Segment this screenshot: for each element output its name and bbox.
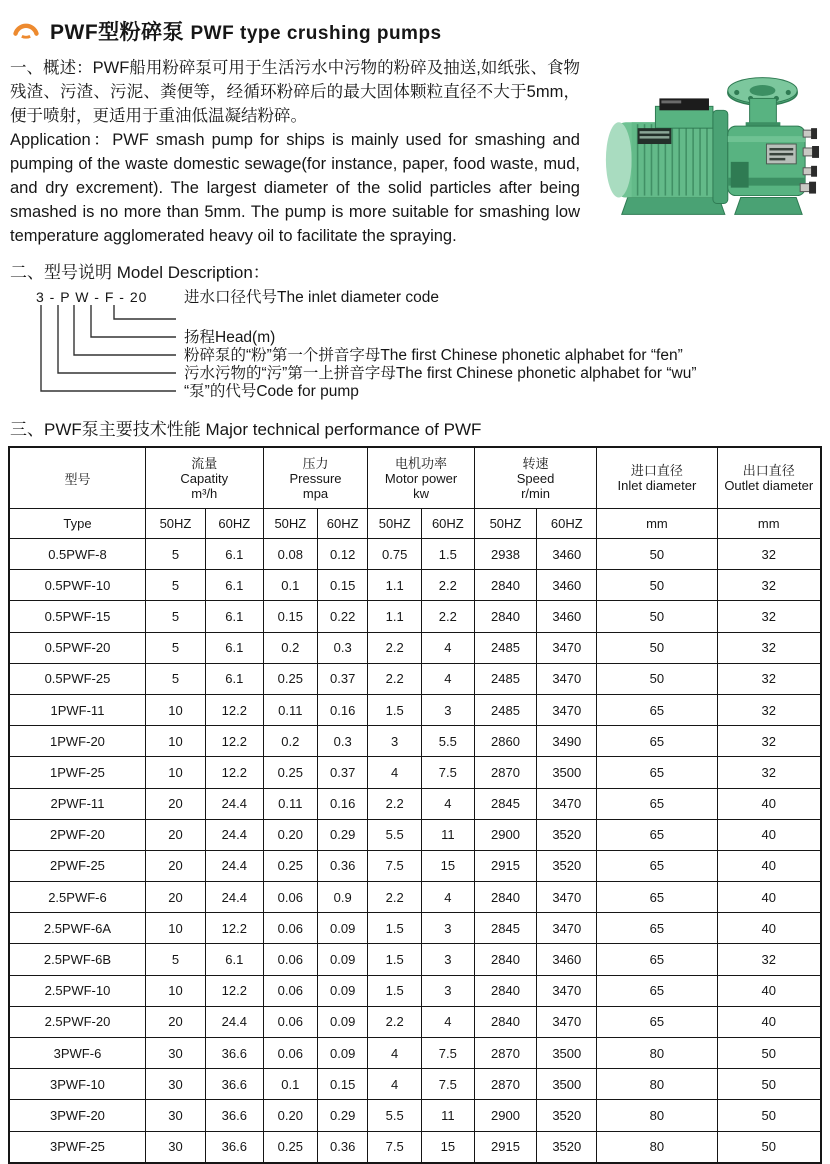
value-cell: 0.15: [263, 601, 317, 632]
value-cell: 5: [145, 539, 205, 570]
value-cell: 3470: [537, 788, 597, 819]
value-cell: 0.06: [263, 1006, 317, 1037]
value-cell: 3: [421, 944, 474, 975]
value-cell: 3470: [537, 975, 597, 1006]
value-cell: 24.4: [206, 819, 264, 850]
value-cell: 5: [145, 570, 205, 601]
value-cell: 32: [717, 663, 821, 694]
value-cell: 40: [717, 882, 821, 913]
value-cell: 4: [368, 757, 422, 788]
header-speed-unit: r/min: [521, 485, 550, 501]
value-cell: 0.06: [263, 944, 317, 975]
table-row: [9, 1038, 821, 1069]
value-cell: 0.09: [318, 1038, 368, 1069]
value-cell: 0.12: [318, 539, 368, 570]
table-row: [9, 913, 821, 944]
value-cell: 10: [145, 757, 205, 788]
table-header-sub-row: [9, 509, 821, 539]
value-cell: 50: [597, 570, 717, 601]
value-cell: 2840: [474, 570, 537, 601]
value-cell: 0.16: [318, 788, 368, 819]
value-cell: 2485: [474, 694, 537, 725]
value-cell: 80: [597, 1100, 717, 1131]
value-cell: 0.9: [318, 882, 368, 913]
table-row: [9, 539, 821, 570]
subheader-power-60hz: 60HZ: [421, 509, 474, 539]
value-cell: 15: [421, 850, 474, 881]
value-cell: 2870: [474, 757, 537, 788]
value-cell: 3460: [537, 944, 597, 975]
value-cell: 4: [421, 1006, 474, 1037]
table-row: [9, 757, 821, 788]
value-cell: 0.25: [263, 850, 317, 881]
value-cell: 0.16: [318, 694, 368, 725]
value-cell: 0.37: [318, 663, 368, 694]
model-cell: 0.5PWF-25: [9, 663, 145, 694]
value-cell: 65: [597, 944, 717, 975]
value-cell: 2840: [474, 944, 537, 975]
value-cell: 1.5: [421, 539, 474, 570]
value-cell: 3: [421, 975, 474, 1006]
value-cell: 0.11: [263, 788, 317, 819]
table-row: [9, 601, 821, 632]
value-cell: 32: [717, 726, 821, 757]
value-cell: 5.5: [368, 819, 422, 850]
table-row: [9, 850, 821, 881]
page-title-en: PWF type crushing pumps: [190, 23, 442, 44]
value-cell: 24.4: [206, 882, 264, 913]
header-outlet: [717, 447, 821, 509]
header-motor-power-zh: 电机功率: [395, 455, 448, 471]
value-cell: 3470: [537, 882, 597, 913]
value-cell: 4: [421, 882, 474, 913]
value-cell: 2.2: [368, 1006, 422, 1037]
value-cell: 65: [597, 757, 717, 788]
value-cell: 0.1: [263, 1069, 317, 1100]
value-cell: 3500: [537, 757, 597, 788]
value-cell: 36.6: [206, 1069, 264, 1100]
subheader-outlet-mm: mm: [717, 509, 821, 539]
value-cell: 40: [717, 913, 821, 944]
model-cell: 2.5PWF-20: [9, 1006, 145, 1037]
value-cell: 12.2: [206, 975, 264, 1006]
model-cell: 0.5PWF-15: [9, 601, 145, 632]
value-cell: 50: [717, 1131, 821, 1163]
header-capacity-en: Capatity: [180, 470, 229, 486]
subheader-speed-50hz: 50HZ: [474, 509, 537, 539]
value-cell: 5.5: [368, 1100, 422, 1131]
value-cell: 24.4: [206, 1006, 264, 1037]
subheader-speed-60hz: 60HZ: [537, 509, 597, 539]
value-cell: 2.2: [421, 601, 474, 632]
value-cell: 3520: [537, 819, 597, 850]
value-cell: 65: [597, 975, 717, 1006]
value-cell: 4: [368, 1038, 422, 1069]
value-cell: 2915: [474, 1131, 537, 1163]
model-cell: 3PWF-25: [9, 1131, 145, 1163]
value-cell: 50: [597, 539, 717, 570]
value-cell: 40: [717, 819, 821, 850]
value-cell: 2915: [474, 850, 537, 881]
value-cell: 3520: [537, 850, 597, 881]
value-cell: 0.22: [318, 601, 368, 632]
value-cell: 0.09: [318, 944, 368, 975]
value-cell: 0.2: [263, 726, 317, 757]
model-description-heading: 二、型号说明 Model Description：: [10, 263, 270, 282]
value-cell: 50: [717, 1100, 821, 1131]
value-cell: 4: [368, 1069, 422, 1100]
value-cell: 4: [421, 788, 474, 819]
model-code-diagram: [36, 289, 822, 405]
header-speed: [474, 447, 597, 509]
value-cell: 3470: [537, 694, 597, 725]
value-cell: 3470: [537, 913, 597, 944]
value-cell: 10: [145, 913, 205, 944]
model-cell: 2.5PWF-6: [9, 882, 145, 913]
subheader-pres-50hz: 50HZ: [263, 509, 317, 539]
value-cell: 7.5: [421, 1069, 474, 1100]
value-cell: 80: [597, 1131, 717, 1163]
value-cell: 0.15: [318, 1069, 368, 1100]
value-cell: 65: [597, 788, 717, 819]
model-cell: 1PWF-25: [9, 757, 145, 788]
value-cell: 1.5: [368, 944, 422, 975]
table-row: [9, 663, 821, 694]
value-cell: 3470: [537, 663, 597, 694]
value-cell: 0.36: [318, 1131, 368, 1163]
model-cell: 2PWF-25: [9, 850, 145, 881]
table-header-group-row: [9, 447, 821, 509]
value-cell: 2.2: [368, 663, 422, 694]
value-cell: 30: [145, 1131, 205, 1163]
value-cell: 5: [145, 663, 205, 694]
value-cell: 32: [717, 944, 821, 975]
header-capacity-zh: 流量: [191, 455, 218, 471]
value-cell: 32: [717, 694, 821, 725]
value-cell: 0.1: [263, 570, 317, 601]
value-cell: 6.1: [206, 539, 264, 570]
value-cell: 4: [421, 632, 474, 663]
value-cell: 40: [717, 850, 821, 881]
header-capacity: [145, 447, 263, 509]
value-cell: 5: [145, 944, 205, 975]
value-cell: 32: [717, 632, 821, 663]
value-cell: 65: [597, 913, 717, 944]
value-cell: 0.06: [263, 913, 317, 944]
value-cell: 3: [421, 694, 474, 725]
table-row: [9, 882, 821, 913]
value-cell: 6.1: [206, 944, 264, 975]
value-cell: 40: [717, 975, 821, 1006]
value-cell: 2860: [474, 726, 537, 757]
value-cell: 5.5: [421, 726, 474, 757]
value-cell: 3490: [537, 726, 597, 757]
value-cell: 2.2: [368, 882, 422, 913]
model-cell: 3PWF-6: [9, 1038, 145, 1069]
value-cell: 32: [717, 539, 821, 570]
value-cell: 20: [145, 788, 205, 819]
value-cell: 12.2: [206, 757, 264, 788]
header-motor-power-en: Motor power: [384, 470, 458, 486]
value-cell: 2.2: [368, 632, 422, 663]
header-motor-power-unit: kw: [413, 485, 429, 501]
value-cell: 6.1: [206, 601, 264, 632]
value-cell: 2485: [474, 632, 537, 663]
header-pressure-en: Pressure: [289, 470, 342, 486]
model-label-wu: 污水污物的“污”第一上拼音字母The first Chinese phonetic alphabet for “wu”: [184, 365, 697, 382]
table-row: [9, 1069, 821, 1100]
value-cell: 3460: [537, 539, 597, 570]
value-cell: 3: [421, 913, 474, 944]
table-row: [9, 1006, 821, 1037]
page-header: [12, 16, 822, 46]
value-cell: 0.08: [263, 539, 317, 570]
model-label-fen: 粉碎泵的“粉”第一个拼音字母The first Chinese phonetic alphabet for “fen”: [184, 347, 683, 364]
value-cell: 3460: [537, 570, 597, 601]
value-cell: 6.1: [206, 570, 264, 601]
model-cell: 3PWF-10: [9, 1069, 145, 1100]
value-cell: 10: [145, 694, 205, 725]
value-cell: 3: [368, 726, 422, 757]
value-cell: 4: [421, 663, 474, 694]
overview-paragraph-en: Application：PWF smash pump for ships is mainly used for smashing and pumping of the waste domestic sewage(for instance, paper, food waste, mud, and dry excrement). The largest diameter of the solid particles after being smashed is no more than 5mm. The pump is more suitable for smashing low temperature agglomerated heavy oil to facilitate the spraying.: [10, 131, 580, 245]
value-cell: 0.06: [263, 975, 317, 1006]
value-cell: 2845: [474, 913, 537, 944]
value-cell: 1.5: [368, 694, 422, 725]
value-cell: 7.5: [421, 1038, 474, 1069]
page-title: [50, 16, 442, 46]
value-cell: 50: [597, 601, 717, 632]
value-cell: 50: [597, 663, 717, 694]
table-row: [9, 694, 821, 725]
value-cell: 0.25: [263, 1131, 317, 1163]
value-cell: 2900: [474, 819, 537, 850]
value-cell: 0.09: [318, 975, 368, 1006]
brand-arc-icon: [12, 21, 40, 41]
header-capacity-unit: m³/h: [191, 485, 218, 501]
subheader-type: Type: [9, 509, 145, 539]
value-cell: 20: [145, 850, 205, 881]
value-cell: 2840: [474, 975, 537, 1006]
model-cell: 2.5PWF-10: [9, 975, 145, 1006]
value-cell: 36.6: [206, 1038, 264, 1069]
value-cell: 0.3: [318, 726, 368, 757]
value-cell: 2900: [474, 1100, 537, 1131]
value-cell: 6.1: [206, 663, 264, 694]
value-cell: 5: [145, 601, 205, 632]
value-cell: 0.25: [263, 757, 317, 788]
value-cell: 30: [145, 1038, 205, 1069]
value-cell: 2.2: [368, 788, 422, 819]
value-cell: 20: [145, 1006, 205, 1037]
table-row: [9, 726, 821, 757]
performance-heading: 三、PWF泵主要技术性能 Major technical performance of PWF: [10, 420, 482, 439]
model-cell: 2PWF-20: [9, 819, 145, 850]
value-cell: 20: [145, 819, 205, 850]
header-speed-zh: 转速: [522, 455, 549, 471]
header-inlet-zh: 进口直径: [630, 463, 683, 478]
value-cell: 0.20: [263, 819, 317, 850]
value-cell: 3470: [537, 1006, 597, 1037]
value-cell: 40: [717, 1006, 821, 1037]
subheader-cap-60hz: 60HZ: [206, 509, 264, 539]
table-row: [9, 570, 821, 601]
value-cell: 2485: [474, 663, 537, 694]
value-cell: 0.25: [263, 663, 317, 694]
value-cell: 2840: [474, 601, 537, 632]
value-cell: 0.06: [263, 882, 317, 913]
table-row: [9, 975, 821, 1006]
value-cell: 10: [145, 975, 205, 1006]
table-row: [9, 819, 821, 850]
value-cell: 32: [717, 601, 821, 632]
model-cell: 2PWF-11: [9, 788, 145, 819]
value-cell: 32: [717, 757, 821, 788]
value-cell: 1.5: [368, 913, 422, 944]
model-label-inlet-code: 进水口径代号The inlet diameter code: [184, 289, 439, 306]
table-row: [9, 944, 821, 975]
value-cell: 1.5: [368, 975, 422, 1006]
value-cell: 65: [597, 819, 717, 850]
header-model: 型号: [9, 447, 145, 509]
pump-photo: [592, 70, 820, 222]
value-cell: 30: [145, 1069, 205, 1100]
value-cell: 0.06: [263, 1038, 317, 1069]
value-cell: 24.4: [206, 788, 264, 819]
value-cell: 3500: [537, 1038, 597, 1069]
value-cell: 20: [145, 882, 205, 913]
value-cell: 3520: [537, 1131, 597, 1163]
header-speed-en: Speed: [516, 470, 555, 486]
header-pressure-unit: mpa: [302, 485, 329, 501]
value-cell: 7.5: [368, 850, 422, 881]
model-cell: 0.5PWF-20: [9, 632, 145, 663]
value-cell: 65: [597, 882, 717, 913]
value-cell: 0.11: [263, 694, 317, 725]
value-cell: 0.15: [318, 570, 368, 601]
model-label-head: 扬程Head(m): [184, 329, 276, 346]
model-cell: 1PWF-11: [9, 694, 145, 725]
value-cell: 65: [597, 1006, 717, 1037]
table-row: [9, 632, 821, 663]
header-inlet-en: Inlet diameter: [617, 478, 697, 493]
value-cell: 15: [421, 1131, 474, 1163]
page-title-zh: PWF型粉碎泵: [50, 21, 185, 44]
header-pressure: [263, 447, 368, 509]
value-cell: 36.6: [206, 1131, 264, 1163]
value-cell: 65: [597, 694, 717, 725]
subheader-cap-50hz: 50HZ: [145, 509, 205, 539]
value-cell: 6.1: [206, 632, 264, 663]
overview-section: [10, 56, 820, 248]
table-row: [9, 1100, 821, 1131]
value-cell: 2870: [474, 1069, 537, 1100]
value-cell: 0.3: [318, 632, 368, 663]
subheader-power-50hz: 50HZ: [368, 509, 422, 539]
value-cell: 2840: [474, 882, 537, 913]
value-cell: 0.29: [318, 819, 368, 850]
header-outlet-en: Outlet diameter: [724, 478, 814, 493]
model-cell: 2.5PWF-6A: [9, 913, 145, 944]
value-cell: 2870: [474, 1038, 537, 1069]
value-cell: 2938: [474, 539, 537, 570]
value-cell: 0.09: [318, 1006, 368, 1037]
table-row: [9, 788, 821, 819]
value-cell: 11: [421, 1100, 474, 1131]
value-cell: 65: [597, 850, 717, 881]
value-cell: 36.6: [206, 1100, 264, 1131]
model-cell: 0.5PWF-10: [9, 570, 145, 601]
value-cell: 5: [145, 632, 205, 663]
value-cell: 65: [597, 726, 717, 757]
value-cell: 0.09: [318, 913, 368, 944]
value-cell: 0.75: [368, 539, 422, 570]
value-cell: 3520: [537, 1100, 597, 1131]
value-cell: 2845: [474, 788, 537, 819]
value-cell: 12.2: [206, 913, 264, 944]
model-label-pump-code: “泵”的代号Code for pump: [184, 383, 359, 400]
value-cell: 3460: [537, 601, 597, 632]
header-inlet: [597, 447, 717, 509]
value-cell: 0.37: [318, 757, 368, 788]
value-cell: 2.2: [421, 570, 474, 601]
header-pressure-zh: 压力: [302, 455, 329, 471]
value-cell: 7.5: [368, 1131, 422, 1163]
value-cell: 30: [145, 1100, 205, 1131]
value-cell: 3470: [537, 632, 597, 663]
model-code: 3 - P W - F - 20: [36, 289, 148, 305]
value-cell: 2840: [474, 1006, 537, 1037]
value-cell: 7.5: [421, 757, 474, 788]
value-cell: 0.29: [318, 1100, 368, 1131]
value-cell: 1.1: [368, 570, 422, 601]
value-cell: 50: [717, 1069, 821, 1100]
value-cell: 80: [597, 1038, 717, 1069]
subheader-pres-60hz: 60HZ: [318, 509, 368, 539]
value-cell: 32: [717, 570, 821, 601]
header-outlet-zh: 出口直径: [742, 463, 795, 478]
performance-table: [8, 446, 822, 1164]
model-cell: 3PWF-20: [9, 1100, 145, 1131]
model-cell: 2.5PWF-6B: [9, 944, 145, 975]
subheader-inlet-mm: mm: [597, 509, 717, 539]
value-cell: 0.2: [263, 632, 317, 663]
value-cell: 24.4: [206, 850, 264, 881]
header-motor-power: [368, 447, 474, 509]
table-row: [9, 1131, 821, 1163]
value-cell: 12.2: [206, 694, 264, 725]
value-cell: 12.2: [206, 726, 264, 757]
overview-paragraph-zh: 一、概述：PWF船用粉碎泵可用于生活污水中污物的粉碎及抽送,如纸张、食物残渣、污渣、污泥、粪便等，经循环粉碎后的最大固体颗粒直径不大于5mm，便于喷射，更适用于重油低温凝结粉碎。: [10, 59, 580, 125]
value-cell: 50: [717, 1038, 821, 1069]
value-cell: 3500: [537, 1069, 597, 1100]
value-cell: 11: [421, 819, 474, 850]
model-cell: 1PWF-20: [9, 726, 145, 757]
value-cell: 0.36: [318, 850, 368, 881]
value-cell: 40: [717, 788, 821, 819]
value-cell: 10: [145, 726, 205, 757]
value-cell: 80: [597, 1069, 717, 1100]
model-cell: 0.5PWF-8: [9, 539, 145, 570]
value-cell: 0.20: [263, 1100, 317, 1131]
value-cell: 50: [597, 632, 717, 663]
value-cell: 1.1: [368, 601, 422, 632]
